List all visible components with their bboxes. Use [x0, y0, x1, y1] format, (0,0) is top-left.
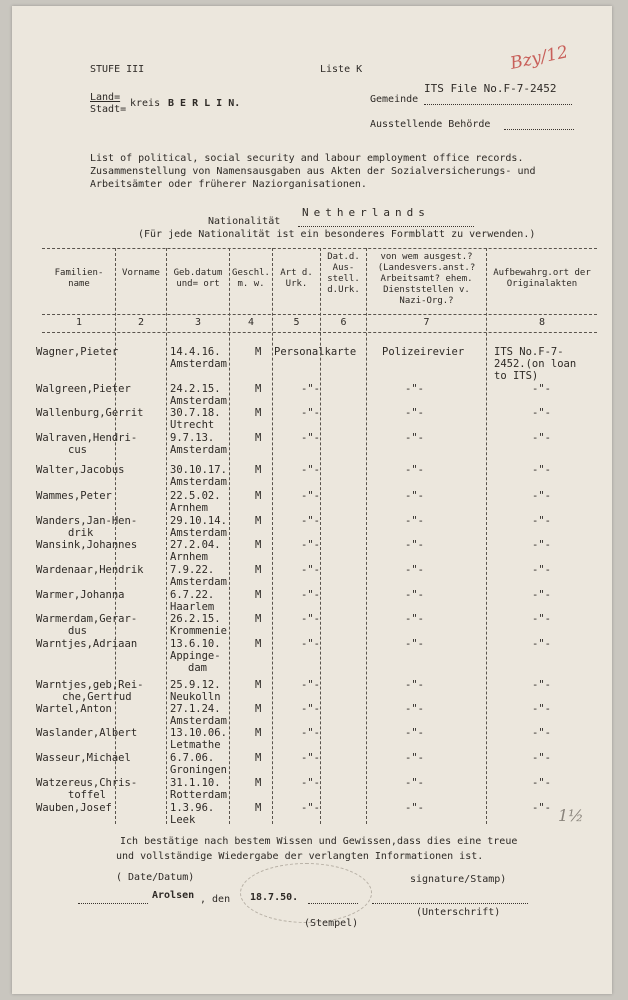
its-file-number: ITS File No.F-7-2452 [424, 82, 557, 95]
row-storage: -"- [532, 752, 551, 764]
stadt-label: Stadt= [90, 104, 127, 115]
col-header-von-wem: von wem ausgest.? (Landesvers.anst.? Arbeitsamt? ehem. Dienststellen v. Nazi-Org.? [377, 252, 476, 306]
table-row [12, 802, 612, 826]
row-issuer: -"- [405, 432, 424, 444]
row-issuer: -"- [405, 564, 424, 576]
row-birth-date: 22.5.02. [170, 490, 221, 502]
row-birth-date: 26.2.15. [170, 613, 221, 625]
row-issuer: -"- [405, 490, 424, 502]
col-header-familienname: Familien- name [54, 268, 104, 289]
row-issuer: -"- [405, 383, 424, 395]
row-issuer: -"- [405, 539, 424, 551]
row-name: Wallenburg,Gerrit [36, 407, 144, 419]
row-sex: M [255, 727, 262, 739]
unterschrift-label: (Unterschrift) [416, 907, 501, 918]
row-document-type: -"- [301, 802, 320, 814]
row-name: Wansink,Johannes [36, 539, 138, 551]
nationality-value: Netherlands [302, 206, 430, 219]
row-storage: -"- [532, 802, 551, 814]
row-birth-place: Haarlem [170, 601, 215, 613]
row-document-type: -"- [301, 407, 320, 419]
row-birth-date: 14.4.16. [170, 346, 221, 358]
table-row [12, 383, 612, 407]
row-sex: M [255, 613, 262, 625]
row-storage: -"- [532, 515, 551, 527]
row-document-type: -"- [301, 703, 320, 715]
footer-den: , den [200, 894, 231, 905]
row-storage: -"- [532, 638, 551, 650]
nationality-dotline [298, 226, 474, 227]
row-storage: -"- [532, 432, 551, 444]
row-birth-date: 30.7.18. [170, 407, 221, 419]
gemeinde-dotline [424, 104, 572, 105]
date-label: ( Date/Datum) [116, 872, 195, 883]
table-row [12, 703, 612, 727]
row-name: Warmerdam,Gerar- [36, 613, 138, 625]
row-issuer: -"- [405, 703, 424, 715]
col-header-geschlecht: Geschl. m. w. [232, 268, 270, 289]
row-name: Wasseur,Michael [36, 752, 131, 764]
row-name: Walgreen,Pieter [36, 383, 131, 395]
row-name: Wartel,Anton [36, 703, 112, 715]
confirmation-line-2: und vollständige Wiedergabe der verlangten Informationen ist. [116, 851, 484, 862]
table-row [12, 727, 612, 751]
row-sex: M [255, 752, 262, 764]
handwritten-annotation: Bzy/12 [508, 42, 570, 74]
footer-date: 18.7.50. [250, 892, 299, 903]
row-document-type: -"- [301, 679, 320, 691]
col-number-1: 1 [75, 317, 83, 328]
row-birth-date: 1.3.96. [170, 802, 215, 814]
row-issuer: -"- [405, 802, 424, 814]
row-sex: M [255, 515, 262, 527]
col-header-art: Art d. Urk. [280, 268, 313, 289]
date-place-dotline [78, 903, 148, 904]
row-sex: M [255, 703, 262, 715]
row-storage: ITS No.F-7- [494, 346, 564, 358]
row-birth-place: Groningen [170, 764, 227, 776]
row-birth-place: Amsterdam [170, 395, 227, 407]
table-row [12, 613, 612, 637]
row-document-type: -"- [301, 638, 320, 650]
row-sex: M [255, 346, 262, 358]
row-birth-date: 13.6.10. [170, 638, 221, 650]
liste-label: Liste K [320, 64, 363, 75]
row-storage: -"- [532, 703, 551, 715]
row-issuer: -"- [405, 515, 424, 527]
row-birth-place: Letmathe [170, 739, 221, 751]
row-birth-date: 29.10.14. [170, 515, 227, 527]
row-issuer: -"- [405, 407, 424, 419]
row-document-type: -"- [301, 564, 320, 576]
row-birth-date: 13.10.06. [170, 727, 227, 739]
behoerde-label: Ausstellende Behörde [370, 119, 491, 130]
document-sheet [12, 6, 612, 994]
row-name: Watzereus,Chris- [36, 777, 138, 789]
row-name-continued: drik [68, 527, 94, 539]
row-issuer: Polizeirevier [382, 346, 465, 358]
intro-line-2: Zusammenstellung von Namensausgaben aus Akten der Sozialversicherungs- und [90, 166, 536, 177]
confirmation-line-1: Ich bestätige nach bestem Wissen und Gewissen,dass dies eine treue [120, 836, 518, 847]
row-sex: M [255, 802, 262, 814]
row-storage: -"- [532, 539, 551, 551]
table-row [12, 752, 612, 776]
kreis-value: B E R L I N. [168, 98, 241, 109]
row-birth-place: Arnhem [170, 502, 208, 514]
footer-place: Arolsen [152, 890, 195, 901]
row-birth-place: Amsterdam [170, 358, 227, 370]
row-storage: -"- [532, 383, 551, 395]
row-issuer: -"- [405, 752, 424, 764]
row-document-type: -"- [301, 539, 320, 551]
kreis-label: kreis [130, 98, 161, 109]
col-number-4: 4 [247, 317, 255, 328]
signature-label: signature/Stamp) [410, 874, 507, 885]
table-row [12, 679, 612, 703]
pencil-page-note: 1½ [558, 806, 584, 825]
row-storage: -"- [532, 727, 551, 739]
row-sex: M [255, 564, 262, 576]
table-row [12, 432, 612, 456]
row-birth-date: 27.2.04. [170, 539, 221, 551]
row-name: Warmer,Johanna [36, 589, 125, 601]
row-name: Warntjes,Adriaan [36, 638, 138, 650]
row-sex: M [255, 383, 262, 395]
row-name-continued: cus [68, 444, 87, 456]
row-sex: M [255, 679, 262, 691]
row-birth-place: Amsterdam [170, 715, 227, 727]
col-header-aufbewahrung: Aufbewahrg.ort der Originalakten [493, 268, 591, 289]
row-storage: -"- [532, 564, 551, 576]
row-birth-date: 7.9.22. [170, 564, 215, 576]
col-header-datum-ausstellung: Dat.d. Aus- stell. d.Urk. [327, 252, 360, 295]
row-name: Wammes,Peter [36, 490, 112, 502]
row-name: Wauben,Josef [36, 802, 112, 814]
row-issuer: -"- [405, 589, 424, 601]
row-birth-place: Amsterdam [170, 576, 227, 588]
table-row [12, 515, 612, 539]
col-number-7: 7 [423, 317, 430, 328]
row-storage: -"- [532, 490, 551, 502]
row-birth-date: 27.1.24. [170, 703, 221, 715]
row-storage: -"- [532, 464, 551, 476]
row-birth-date: 30.10.17. [170, 464, 227, 476]
table-row [12, 638, 612, 674]
row-document-type: -"- [301, 613, 320, 625]
table-row [12, 464, 612, 488]
col-number-5: 5 [293, 317, 300, 328]
row-name: Wagner,Pieter [36, 346, 119, 358]
row-issuer: -"- [405, 777, 424, 789]
row-birth-date: 6.7.22. [170, 589, 215, 601]
row-issuer: -"- [405, 638, 424, 650]
row-birth-place: Arnhem [170, 551, 208, 563]
col-number-8: 8 [538, 317, 546, 328]
row-storage: -"- [532, 589, 551, 601]
row-document-type: -"- [301, 589, 320, 601]
row-sex: M [255, 589, 262, 601]
row-sex: M [255, 777, 262, 789]
table-row [12, 490, 612, 514]
intro-line-3: Arbeitsämter oder früherer Naziorganisationen. [90, 179, 367, 190]
row-storage-line-2: 2452.(on loan [494, 358, 577, 370]
row-birth-place: Amsterdam [170, 444, 227, 456]
row-birth-place: Utrecht [170, 419, 215, 431]
row-birth-date: 25.9.12. [170, 679, 221, 691]
row-name-continued: toffel [68, 789, 106, 801]
row-birth-date: 9.7.13. [170, 432, 215, 444]
row-issuer: -"- [405, 613, 424, 625]
row-birth-place: Amsterdam [170, 476, 227, 488]
table-row [12, 777, 612, 801]
row-storage-line-3: to ITS) [494, 370, 539, 382]
row-birth-place-continued: dam [188, 662, 207, 674]
row-document-type: -"- [301, 464, 320, 476]
row-birth-place: Amsterdam [170, 527, 227, 539]
nationality-note: (Für jede Nationalität ist ein besonderes Formblatt zu verwenden.) [138, 229, 536, 240]
row-name-continued: che,Gertrud [62, 691, 132, 703]
row-sex: M [255, 432, 262, 444]
intro-text [90, 152, 536, 191]
behoerde-dotline [504, 129, 574, 130]
nationality-label: Nationalität [208, 216, 281, 227]
intro-line-1: List of political, social security and labour employment office records. [90, 153, 524, 164]
row-name: Wardenaar,Hendrik [36, 564, 144, 576]
row-birth-place: Appinge- [170, 650, 221, 662]
row-name: Walraven,Hendri- [36, 432, 138, 444]
row-document-type: -"- [301, 383, 320, 395]
row-issuer: -"- [405, 727, 424, 739]
row-birth-place: Neukolln [170, 691, 221, 703]
col-number-2: 2 [137, 317, 145, 328]
signature-dotline [372, 903, 528, 904]
table-row [12, 539, 612, 563]
table-row [12, 407, 612, 431]
row-sex: M [255, 490, 262, 502]
row-issuer: -"- [405, 464, 424, 476]
row-storage: -"- [532, 613, 551, 625]
row-document-type: -"- [301, 432, 320, 444]
row-birth-date: 31.1.10. [170, 777, 221, 789]
row-storage: -"- [532, 679, 551, 691]
row-document-type: -"- [301, 777, 320, 789]
row-name: Warntjes,geb,Rei- [36, 679, 144, 691]
land-label: Land= [90, 92, 121, 103]
col-header-vorname: Vorname [122, 268, 160, 278]
row-sex: M [255, 539, 262, 551]
row-name: Wanders,Jan-Hen- [36, 515, 138, 527]
row-birth-date: 6.7.06. [170, 752, 215, 764]
table-row [12, 346, 612, 382]
row-sex: M [255, 407, 262, 419]
row-document-type: -"- [301, 490, 320, 502]
row-name-continued: dus [68, 625, 87, 637]
row-document-type: Personalkarte [274, 346, 357, 358]
row-name: Walter,Jacobus [36, 464, 125, 476]
gemeinde-label: Gemeinde [370, 94, 419, 105]
col-header-geb-datum: Geb.datum und= ort [173, 268, 223, 289]
col-number-3: 3 [194, 317, 202, 328]
date-dotline [308, 903, 358, 904]
table-row [12, 564, 612, 588]
row-birth-place: Krommenie [170, 625, 227, 637]
row-document-type: -"- [301, 515, 320, 527]
row-birth-place: Leek [170, 814, 196, 826]
stufe-label: STUFE III [90, 64, 145, 75]
row-issuer: -"- [405, 679, 424, 691]
row-birth-date: 24.2.15. [170, 383, 221, 395]
row-birth-place: Rotterdam [170, 789, 227, 801]
col-number-6: 6 [340, 317, 347, 328]
row-sex: M [255, 464, 262, 476]
row-sex: M [255, 638, 262, 650]
stempel-label: (Stempel) [304, 918, 359, 929]
row-storage: -"- [532, 407, 551, 419]
row-document-type: -"- [301, 727, 320, 739]
row-document-type: -"- [301, 752, 320, 764]
row-storage: -"- [532, 777, 551, 789]
row-name: Waslander,Albert [36, 727, 138, 739]
table-row [12, 589, 612, 613]
